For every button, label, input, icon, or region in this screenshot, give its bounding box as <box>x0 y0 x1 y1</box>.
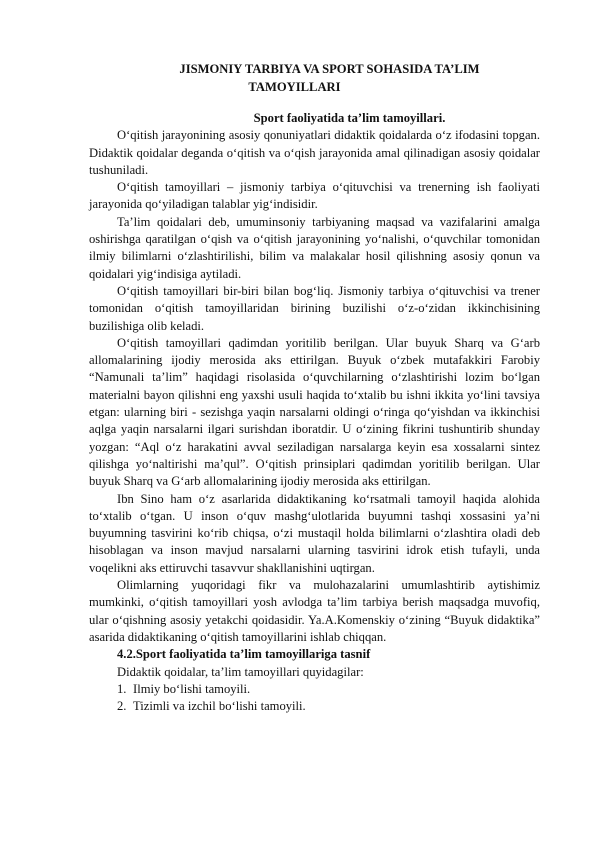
list-item <box>89 698 540 715</box>
list-intro: Didaktik qoidalar, ta’lim tamoyillari quyidagilar: <box>117 664 364 679</box>
document-title <box>89 60 540 96</box>
section-heading: 4.2.Sport faoliyatida ta’lim tamoyillariga tasnif <box>117 647 371 662</box>
paragraph: O‘qitish tamoyillari bir-biri bilan bog‘liq. Jismoniy tarbiya o‘qituvchisi va trener tomonidan o‘qitish tamoyillaridan birining buzilishi o‘z-o‘zidan ikkinchisining buzilishiga olib keladi. <box>89 283 540 333</box>
principles-list <box>89 681 540 716</box>
title-line-1: JISMONIY TARBIYA VA SPORT SOHASIDA TA’LIM <box>179 62 480 76</box>
list-item <box>89 681 540 698</box>
list-item-text: Ilmiy bo‘lishi tamoyili. <box>133 681 251 696</box>
paragraph: Ta’lim qoidalari deb, umuminsoniy tarbiyaning maqsad va vazifalarini amalga oshirishga qaratilgan o‘qish va o‘qitish jarayonining yo‘nalishi, o‘quvchilar tomonidan ilmiy bilimlarni o‘zlashtirilishi, bilim va malakalar hosil qilishning asosiy qonun va qoidalari yig‘indisiga aytiladi. <box>89 214 540 281</box>
document-page <box>89 60 540 715</box>
paragraph: Ibn Sino ham o‘z asarlarida didaktikaning ko‘rsatmali tamoyil haqida alohida to‘xtalib o‘tgan. U inson o‘quv mashg‘ulotlarida buyumni tashqi xossasini ya’ni buyumning tasvirini ko‘rib chiqsa, o‘zi mustaqil holda bilimlarni o‘zlashtira oladi deb hisoblagan va inson mavjud narsalarni ularning tasvirini idrok etish tufayli, unda voqelikni aks ettiruvchi tasavvur shakllanishini uqtirgan. <box>89 491 540 575</box>
paragraph: O‘qitish tamoyillari – jismoniy tarbiya o‘qituvchisi va trenerning ish faoliyati jarayonida qo‘yiladigan talablar yig‘indisidir. <box>89 180 540 212</box>
paragraph: O‘qitish jarayonining asosiy qonuniyatlari didaktik qoidalarda o‘z ifodasini topgan. Didaktik qoidalar deganda o‘qitish va o‘qish jarayonida amal qilinadigan asosiy qoidalar tushuniladi. <box>89 128 540 177</box>
list-item-text: Tizimli va izchil bo‘lishi tamoyili. <box>133 699 306 714</box>
title-line-2: TAMOYILLARI <box>248 80 341 94</box>
paragraph: Olimlarning yuqoridagi fikr va mulohazalarini umumlashtirib aytishimiz mumkinki, o‘qitish tamoyillari yosh avlodga ta’lim tarbiya berish maqsadga muvofiq, ular o‘qishning asosiy yetakchi qoidasidir. Ya.A.Komenskiy o‘zining “Buyuk didaktika” asarida didaktikaning o‘qitish tamoyillarini ishlab chiqqan. <box>89 578 540 644</box>
paragraph: O‘qitish tamoyillari qadimdan yoritilib berilgan. Ular buyuk Sharq va G‘arb allomalarining ijodiy merosida aks ettirilgan. Buyuk o‘zbek mutafakkiri Farobiy “Namunali ta’lim” haqidagi risolasida o‘quvchilarning o‘zlashtirishi lozim bo‘lgan materialni bayon qilishni eng yaxshi usuli haqida to‘xtalib bu ishni ikkita yo‘lini tavsiya etgan: ularning biri - sezishga yaqin narsalarni oldingi o‘ringa qo‘yishdan va ikkinchisi aqlga yaqin narsalarni ilgari surishdan iboratdir. U o‘zining fikrini tushuntirib shunday yozgan: “Aql o‘z harakatini avval seziladigan narsalarga keyin esa xossalarni sintez qilishga yo‘naltirishi ma’qul”. O‘qitish prinsiplari qadimdan yoritilib berilgan. Ular buyuk Sharq va G‘arb allomalarining ijodiy merosida aks ettirilgan. <box>89 335 540 489</box>
section-subtitle: Sport faoliyatida ta’lim tamoyillari. <box>253 111 446 125</box>
list-item-number: 2. <box>117 699 127 714</box>
list-item-number: 1. <box>117 681 127 696</box>
